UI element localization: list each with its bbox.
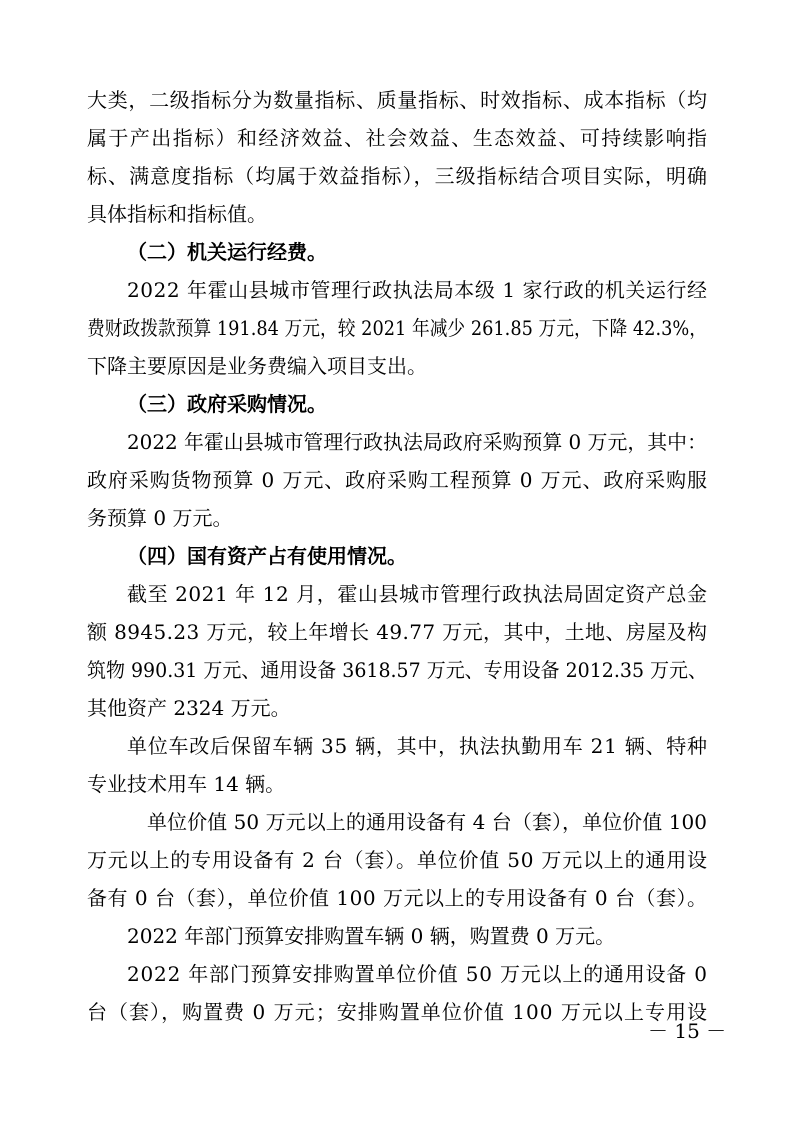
section2-line-2: 费财政拨款预算 191.84 万元，较 2021 年减少 261.85 万元，下降 42.3%， — [87, 316, 707, 340]
section4-para5-line-2: 台（套），购置费 0 万元；安排购置单位价值 100 万元以上专用设 — [87, 1000, 709, 1024]
section4-para1-line-2: 额 8945.23 万元，较上年增长 49.77 万元，其中，土地、房屋及构 — [87, 620, 708, 644]
intro-line-4: 具体指标和指标值。 — [87, 202, 267, 226]
intro-line-1: 大类，二级指标分为数量指标、质量指标、时效指标、成本指标（均 — [87, 88, 708, 112]
section4-para2-line-1: 单位车改后保留车辆 35 辆，其中，执法执勤用车 21 辆、特种 — [127, 734, 708, 758]
section-heading-operating-expenses: （二）机关运行经费。 — [127, 240, 327, 264]
section3-line-3: 务预算 0 万元。 — [87, 506, 233, 530]
section4-para2-line-2: 专业技术用车 14 辆。 — [87, 772, 286, 796]
intro-line-3: 标、满意度指标（均属于效益指标），三级指标结合项目实际，明确 — [87, 164, 709, 188]
section3-line-2: 政府采购货物预算 0 万元、政府采购工程预算 0 万元、政府采购服 — [87, 468, 708, 492]
page-number: － 15 － — [648, 1019, 727, 1043]
intro-line-2: 属于产出指标）和经济效益、社会效益、生态效益、可持续影响指 — [87, 126, 709, 150]
section4-para3-line-2: 万元以上的专用设备有 2 台（套）。单位价值 50 万元以上的通用设 — [87, 848, 708, 872]
section4-para3-line-3: 备有 0 台（套），单位价值 100 万元以上的专用设备有 0 台（套）。 — [87, 886, 708, 910]
section4-para4-line-1: 2022 年部门预算安排购置车辆 0 辆，购置费 0 万元。 — [127, 924, 616, 948]
section3-line-1: 2022 年霍山县城市管理行政执法局政府采购预算 0 万元，其中： — [127, 430, 707, 454]
section2-line-3: 下降主要原因是业务费编入项目支出。 — [87, 354, 427, 378]
section2-line-1: 2022 年霍山县城市管理行政执法局本级 1 家行政的机关运行经 — [127, 278, 708, 302]
section4-para1-line-1: 截至 2021 年 12 月，霍山县城市管理行政执法局固定资产总金 — [127, 582, 708, 606]
section4-para5-line-1: 2022 年部门预算安排购置单位价值 50 万元以上的通用设备 0 — [127, 962, 708, 986]
section4-para1-line-4: 其他资产 2324 万元。 — [87, 696, 291, 720]
section4-para1-line-3: 筑物 990.31 万元、通用设备 3618.57 万元、专用设备 2012.35 万元、 — [87, 658, 707, 682]
section4-para3-line-1: 单位价值 50 万元以上的通用设备有 4 台（套），单位价值 100 — [147, 810, 708, 834]
section-heading-state-assets: （四）国有资产占有使用情况。 — [127, 544, 407, 568]
section-heading-procurement: （三）政府采购情况。 — [127, 392, 327, 416]
